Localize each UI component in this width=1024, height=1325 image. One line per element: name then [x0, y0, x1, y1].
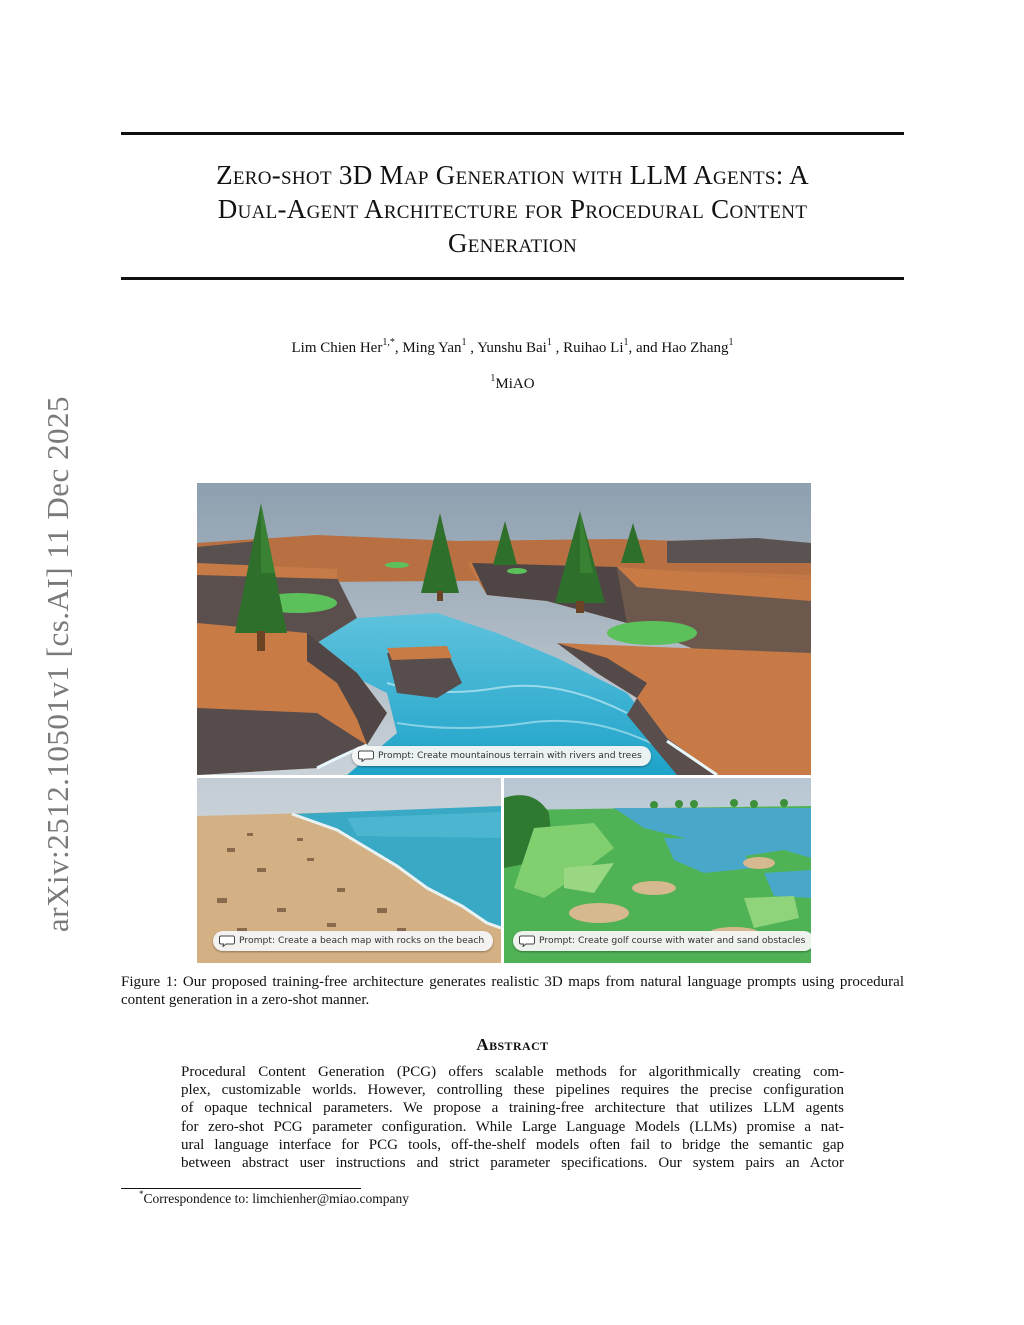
author-affiliation-mark: 1	[728, 337, 734, 348]
figure-panel-beach	[197, 778, 501, 963]
speech-bubble-icon	[219, 935, 235, 947]
affiliation-name: MiAO	[495, 376, 535, 392]
author-list: Lim Chien Her$^{1,*}$, Ming Yan$^1$ , Yunshu Bai$^1$ , Ruihao Li$^1$, and Hao Zhang$^1$	[291, 337, 734, 356]
author-name: Hao Zhang	[661, 340, 729, 356]
prompt-text: Prompt: Create a beach map with rocks on the beach	[239, 935, 485, 946]
abstract-line: plex, customizable worlds. However, controlling these pipelines requires the precise configuration	[181, 1082, 844, 1099]
abstract-body	[181, 1063, 844, 1172]
author-name: Ruihao Li	[563, 340, 624, 356]
title-line-3: Generation	[447, 228, 578, 258]
prompt-label-bottom-right	[513, 931, 811, 951]
title-line-1: Zero-shot 3D Map Generation with LLM Agents: A	[216, 160, 809, 190]
figure-caption: Figure 1: Our proposed training-free architecture generates realistic 3D maps from natural language prompts using procedural content generation in a zero-shot manner.	[121, 974, 904, 1008]
paper-title	[121, 158, 904, 260]
mountain-terrain-image	[197, 483, 811, 775]
author-affiliation-mark: 1	[623, 337, 629, 348]
figure-panel-mountain-terrain	[197, 483, 811, 775]
author-affiliation-mark: 1,*	[382, 337, 395, 348]
figure-1	[197, 483, 811, 963]
author-affiliation-mark: 1	[546, 337, 552, 348]
author-affiliation-mark: 1	[461, 337, 467, 348]
speech-bubble-icon	[358, 750, 374, 762]
arxiv-stamp: arXiv:2512.10501v1 [cs.AI] 11 Dec 2025	[40, 395, 75, 933]
abstract-heading: Abstract	[476, 1035, 549, 1054]
speech-bubble-icon	[519, 935, 535, 947]
title-rule-bottom	[121, 277, 904, 280]
abstract-line: of opaque technical parameters. We propose a training-free architecture that utilizes LLM agents	[181, 1100, 844, 1117]
footnote-text: Correspondence to: limchienher@miao.company	[143, 1191, 409, 1206]
abstract-line: for zero-shot PCG parameter configuration. While Large Language Models (LLMs) promise a nat-	[181, 1118, 844, 1135]
author-name: Lim Chien Her	[291, 340, 383, 356]
title-rule-top	[121, 132, 904, 135]
title-line-2: Dual-Agent Architecture for Procedural Content	[217, 194, 808, 224]
figure-panel-golf-course	[504, 778, 811, 963]
affiliation-mark: 1	[490, 373, 496, 384]
abstract-line: ural language interface for PCG tools, off-the-shelf models often fail to bridge the semantic gap	[181, 1136, 844, 1153]
affiliation	[121, 373, 904, 393]
prompt-text: Prompt: Create golf course with water and sand obstacles	[539, 935, 806, 946]
prompt-label-top	[352, 746, 651, 766]
footnote	[139, 1188, 409, 1207]
abstract-line: Procedural Content Generation (PCG) offers scalable methods for algorithmically creating com-	[181, 1064, 844, 1080]
footnote-rule	[121, 1188, 361, 1189]
author-name: Ming Yan	[402, 340, 462, 356]
footnote-mark: *	[139, 1188, 144, 1199]
author-name: Yunshu Bai	[477, 340, 547, 356]
prompt-label-bottom-left	[213, 931, 493, 951]
prompt-text: Prompt: Create mountainous terrain with rivers and trees	[378, 750, 642, 761]
abstract-line: between abstract user instructions and strict parameter specifications. Our system pairs an Actor	[181, 1155, 844, 1172]
